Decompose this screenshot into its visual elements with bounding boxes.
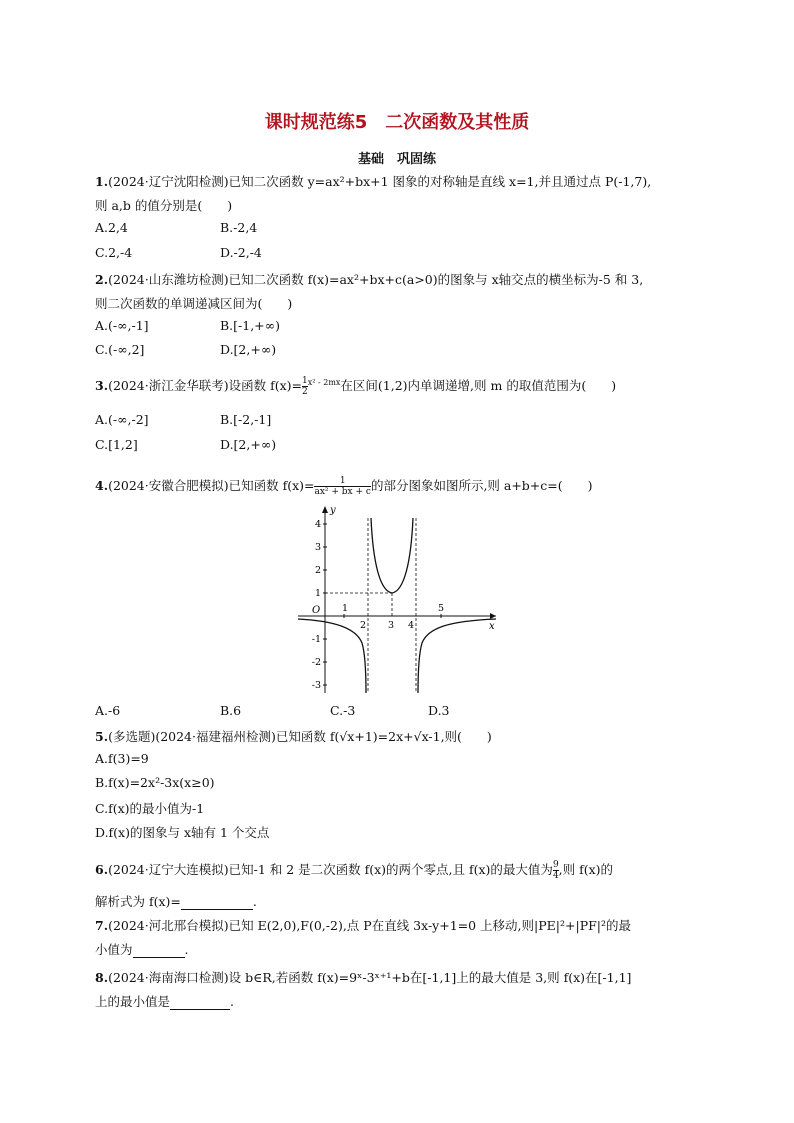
option-d: D.[2,+∞) — [220, 437, 277, 452]
question-text-tail: 在区间(1,2)内单调递增,则 m 的取值范围为( ) — [340, 378, 617, 393]
question-number: 8. — [95, 970, 109, 985]
x-tick-label: 3 — [387, 620, 395, 631]
x-axis-arrow — [490, 613, 496, 619]
question-number: 1. — [95, 174, 109, 189]
y-tick-label: 4 — [314, 519, 321, 530]
fraction: $\frac{1}{2}$ — [301, 376, 308, 397]
question-6-line2: 解析式为 f(x)= . — [95, 894, 257, 909]
option-c: C.(-∞,2] — [95, 342, 145, 357]
y-tick-label: 3 — [314, 542, 321, 553]
y-tick-label: 2 — [314, 565, 321, 576]
option-b: B.[-1,+∞) — [220, 318, 280, 333]
x-tick-label: 2 — [359, 620, 367, 631]
question-text: (2024·辽宁沈阳检测)已知二次函数 y=ax²+bx+1 图象的对称轴是直线 x=1,并且通过点 P(-1,7), — [108, 174, 652, 189]
x-tick-label: 5 — [437, 603, 445, 614]
y-tick-label: 1 — [314, 588, 321, 599]
question-7-line2: 小值为 . — [95, 942, 189, 957]
x-tick-label: 4 — [407, 620, 415, 631]
question-2 — [95, 270, 643, 288]
option-b: B.-2,4 — [220, 220, 258, 235]
question-number: 5. — [95, 729, 109, 744]
option-b: B.f(x)=2x²-3x(x≥0) — [95, 775, 215, 790]
option-a: A.-6 — [95, 703, 121, 718]
question-text: (2024·安徽合肥模拟)已知函数 f(x)= — [108, 478, 315, 493]
x-tick-label: 1 — [341, 603, 349, 614]
option-a: A.f(3)=9 — [95, 751, 149, 766]
x-axis-label: x — [489, 621, 495, 632]
exponent: x² - 2mx — [307, 377, 341, 387]
question-number: 7. — [95, 918, 109, 933]
origin-label: O — [312, 605, 321, 616]
answer-blank[interactable] — [133, 942, 185, 958]
curve-left-branch — [298, 619, 366, 693]
question-number: 2. — [95, 272, 109, 287]
y-axis-label: y — [330, 505, 336, 516]
option-d: D.[2,+∞) — [220, 342, 277, 357]
question-number: 4. — [95, 478, 109, 493]
option-b: B.6 — [220, 703, 242, 718]
option-c: C.[1,2] — [95, 437, 138, 452]
y-tick-label: -1 — [311, 634, 321, 645]
question-1 — [95, 172, 651, 190]
answer-blank[interactable] — [170, 994, 230, 1010]
question-3 — [95, 376, 616, 397]
curve-right-branch — [418, 619, 496, 693]
question-text: (多选题)(2024·福建福州检测)已知函数 f(√x+1)=2x+√x-1,则( ) — [108, 729, 492, 744]
question-number: 3. — [95, 378, 109, 393]
question-text: (2024·辽宁大连模拟)已知-1 和 2 是二次函数 f(x)的两个零点,且 f(x)的最大值为 — [108, 862, 553, 877]
question-7 — [95, 916, 631, 934]
question-text: (2024·海南海口检测)设 b∈R,若函数 f(x)=9ˣ-3ˣ⁺¹+b在[-1,1]上的最大值是 3,则 f(x)在[-1,1] — [108, 970, 632, 985]
option-a: A.(-∞,-2] — [95, 412, 149, 427]
option-d: D.f(x)的图象与 x轴有 1 个交点 — [95, 825, 270, 840]
curve-middle-branch — [371, 518, 413, 593]
option-d: D.-2,-4 — [220, 245, 262, 260]
question-8-line2: 上的最小值是 . — [95, 994, 234, 1009]
question-2-line2: 则二次函数的单调递减区间为( ) — [95, 296, 293, 311]
option-a: A.2,4 — [95, 220, 128, 235]
fraction: $\frac{9}{4}$ — [552, 860, 559, 881]
option-c: C.-3 — [330, 703, 356, 718]
answer-blank[interactable] — [181, 894, 253, 910]
question-6 — [95, 860, 613, 881]
y-tick-label: -2 — [311, 657, 321, 668]
question-5 — [95, 727, 492, 745]
question-text: (2024·山东潍坊检测)已知二次函数 f(x)=ax²+bx+c(a>0)的图象与 x轴交点的横坐标为-5 和 3, — [108, 272, 644, 287]
y-axis-arrow — [322, 506, 328, 513]
question-text-tail: 的部分图象如图所示,则 a+b+c=( ) — [370, 478, 593, 493]
y-tick-label: -3 — [311, 680, 321, 691]
page-title: 课时规范练5 二次函数及其性质 — [264, 112, 530, 133]
option-c: C.2,-4 — [95, 245, 133, 260]
option-b: B.[-2,-1] — [220, 412, 272, 427]
question-text-tail: ,则 f(x)的 — [558, 862, 614, 877]
option-a: A.(-∞,-1] — [95, 318, 149, 333]
question-text: (2024·浙江金华联考)设函数 f(x)= — [108, 378, 302, 393]
question-1-line2: 则 a,b 的值分别是( ) — [95, 198, 233, 213]
fraction: $\frac{1}{\text{ax² + bx + c}}$ — [314, 476, 371, 497]
question-number: 6. — [95, 862, 109, 877]
option-c: C.f(x)的最小值为-1 — [95, 801, 205, 816]
section-heading: 基础 巩固练 — [357, 152, 436, 167]
option-d: D.3 — [428, 703, 450, 718]
question-8 — [95, 968, 631, 986]
function-graph — [290, 503, 505, 698]
question-4 — [95, 476, 593, 497]
question-text: (2024·河北邢台模拟)已知 E(2,0),F(0,-2),点 P在直线 3x-y+1=0 上移动,则|PE|²+|PF|²的最 — [108, 918, 631, 933]
